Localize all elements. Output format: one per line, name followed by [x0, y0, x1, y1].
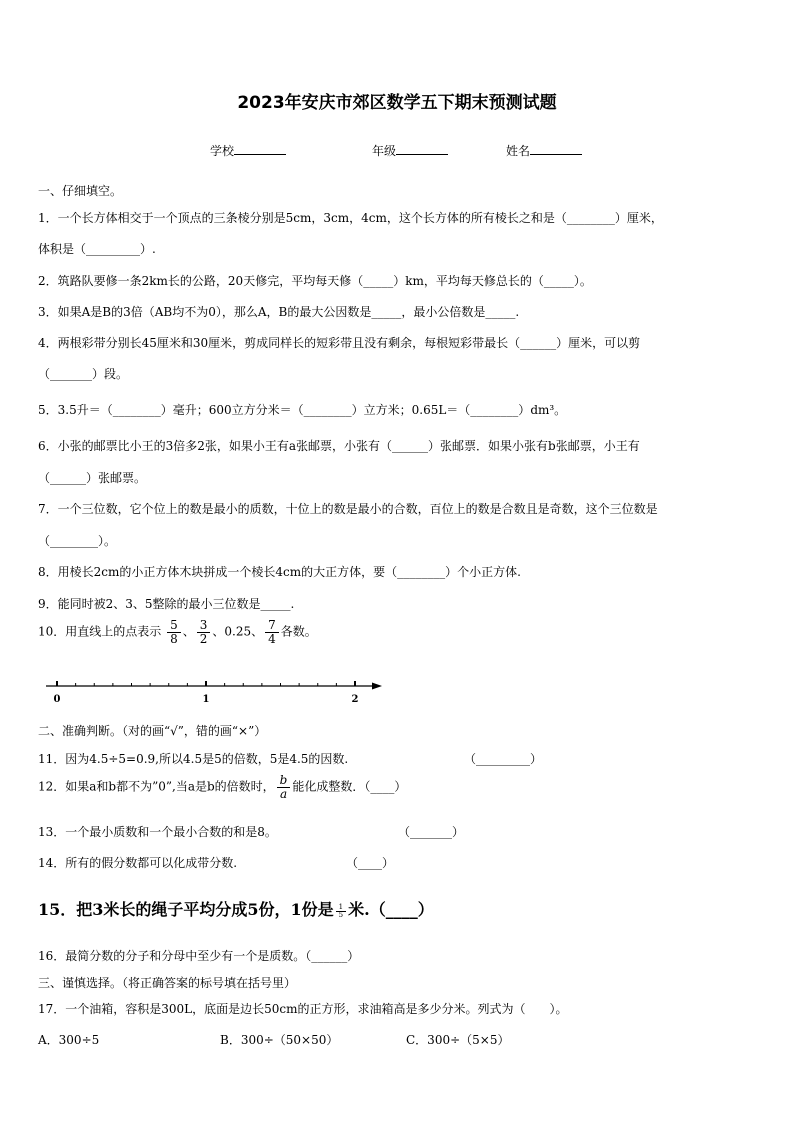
section-2-heading: 二、准确判断。（对的画“√”，错的画“×”）	[38, 724, 267, 738]
section-1-heading: 一、仔细填空。	[38, 184, 123, 198]
question-3: 3．如果A是B的3倍（AB均不为0），那么A，B的最大公因数是_____，最小公倍数是_____.	[38, 305, 520, 319]
fraction-3-2: $\frac{3}{2}$	[197, 619, 211, 645]
question-1-line-2: 体积是（_________）.	[38, 242, 156, 256]
question-2: 2．筑路队要修一条2km长的公路，20天修完，平均每天修（_____）km，平均每天修总长的（_____）。	[38, 274, 592, 288]
number-line-label-1: 1	[202, 694, 210, 705]
grade-field	[372, 142, 448, 159]
question-5: 5．3.5升＝（________）毫升；600立方分米＝（________）立方米；0.65L＝（________）dm³。	[38, 403, 567, 417]
question-15: 15．把3米长的绳子平均分成5份，1份是 $\frac{1}{5}$ 米.（____）	[38, 900, 434, 919]
fraction-b-a: $\frac{b}{a}$	[277, 774, 291, 800]
question-4-line-2: （_______）段。	[38, 367, 129, 381]
question-17-option-a: A．300÷5	[38, 1033, 100, 1047]
number-line-label-2: 2	[351, 694, 359, 705]
question-12: 12．如果a和b都不为”0”,当a是b的倍数时， $\frac{b}{a}$ 能化成整数．（____）	[38, 773, 407, 801]
question-11: 11．因为4.5÷5=0.9,所以4.5是5的倍数，5是4.5的因数.	[38, 752, 349, 766]
number-line-label-0: 0	[53, 694, 61, 705]
question-14-blank: （____）	[346, 856, 395, 870]
question-16: 16．最简分数的分子和分母中至少有一个是质数。（______）	[38, 949, 360, 963]
question-13-blank: （_______）	[398, 825, 465, 839]
name-blank	[530, 142, 582, 155]
name-label: 姓名	[506, 144, 531, 158]
question-4-line-1: 4．两根彩带分别长45厘米和30厘米，剪成同样长的短彩带且没有剩余，每根短彩带最长（______）厘米，可以剪	[38, 336, 641, 350]
question-6-line-2: （______）张邮票。	[38, 471, 147, 485]
fraction-1-5: $\frac{1}{5}$	[336, 904, 346, 920]
number-line-arrow	[372, 683, 382, 690]
question-17-option-c: C．300÷（5×5）	[406, 1033, 510, 1047]
question-14: 14．所有的假分数都可以化成带分数.	[38, 856, 238, 870]
page-title: 2023年安庆市郊区数学五下期末预测试题	[237, 93, 557, 113]
question-13: 13．一个最小质数和一个最小合数的和是8。	[38, 825, 277, 839]
question-11-blank: （_________）	[464, 752, 543, 766]
grade-blank	[396, 142, 448, 155]
question-8: 8．用棱长2cm的小正方体木块拼成一个棱长4cm的大正方体，要（________）个小正方体.	[38, 565, 521, 579]
grade-label: 年级	[372, 144, 397, 158]
fraction-7-4: $\frac{7}{4}$	[265, 619, 279, 645]
name-field	[506, 142, 582, 159]
question-1-line-1: 1．一个长方体相交于一个顶点的三条棱分别是5cm，3cm，4cm，这个长方体的所有棱长之和是（________）厘米，	[38, 211, 663, 225]
school-blank	[234, 142, 286, 155]
number-line	[40, 678, 390, 708]
question-10-prefix: 10．用直线上的点表示	[38, 624, 162, 639]
question-7-line-2: （________）。	[38, 534, 117, 548]
school-field	[210, 142, 286, 159]
question-9: 9．能同时被2、3、5整除的最小三位数是_____.	[38, 597, 295, 611]
question-6-line-1: 6．小张的邮票比小王的3倍多2张，如果小王有a张邮票，小张有（______）张邮票．如果小张有b张邮票，小王有	[38, 439, 640, 453]
question-17: 17．一个油箱，容积是300L，底面是边长50cm的正方形，求油箱高是多少分米。列式为（ ）。	[38, 1002, 568, 1016]
question-10: 10．用直线上的点表示 $\frac{5}{8}$ 、 $\frac{3}{2}$ 、0.25、 $\frac{7}{4}$ 各数。	[38, 618, 317, 646]
question-7-line-1: 7．一个三位数，它个位上的数是最小的质数，十位上的数是最小的合数，百位上的数是合数且是奇数，这个三位数是	[38, 502, 658, 516]
school-label: 学校	[210, 144, 235, 158]
fraction-5-8: $\frac{5}{8}$	[167, 619, 181, 645]
number-line-ticks	[57, 681, 355, 686]
section-3-heading: 三、谨慎选择。（将正确答案的标号填在括号里）	[38, 976, 297, 990]
question-17-option-b: B．300÷（50×50）	[220, 1033, 339, 1047]
